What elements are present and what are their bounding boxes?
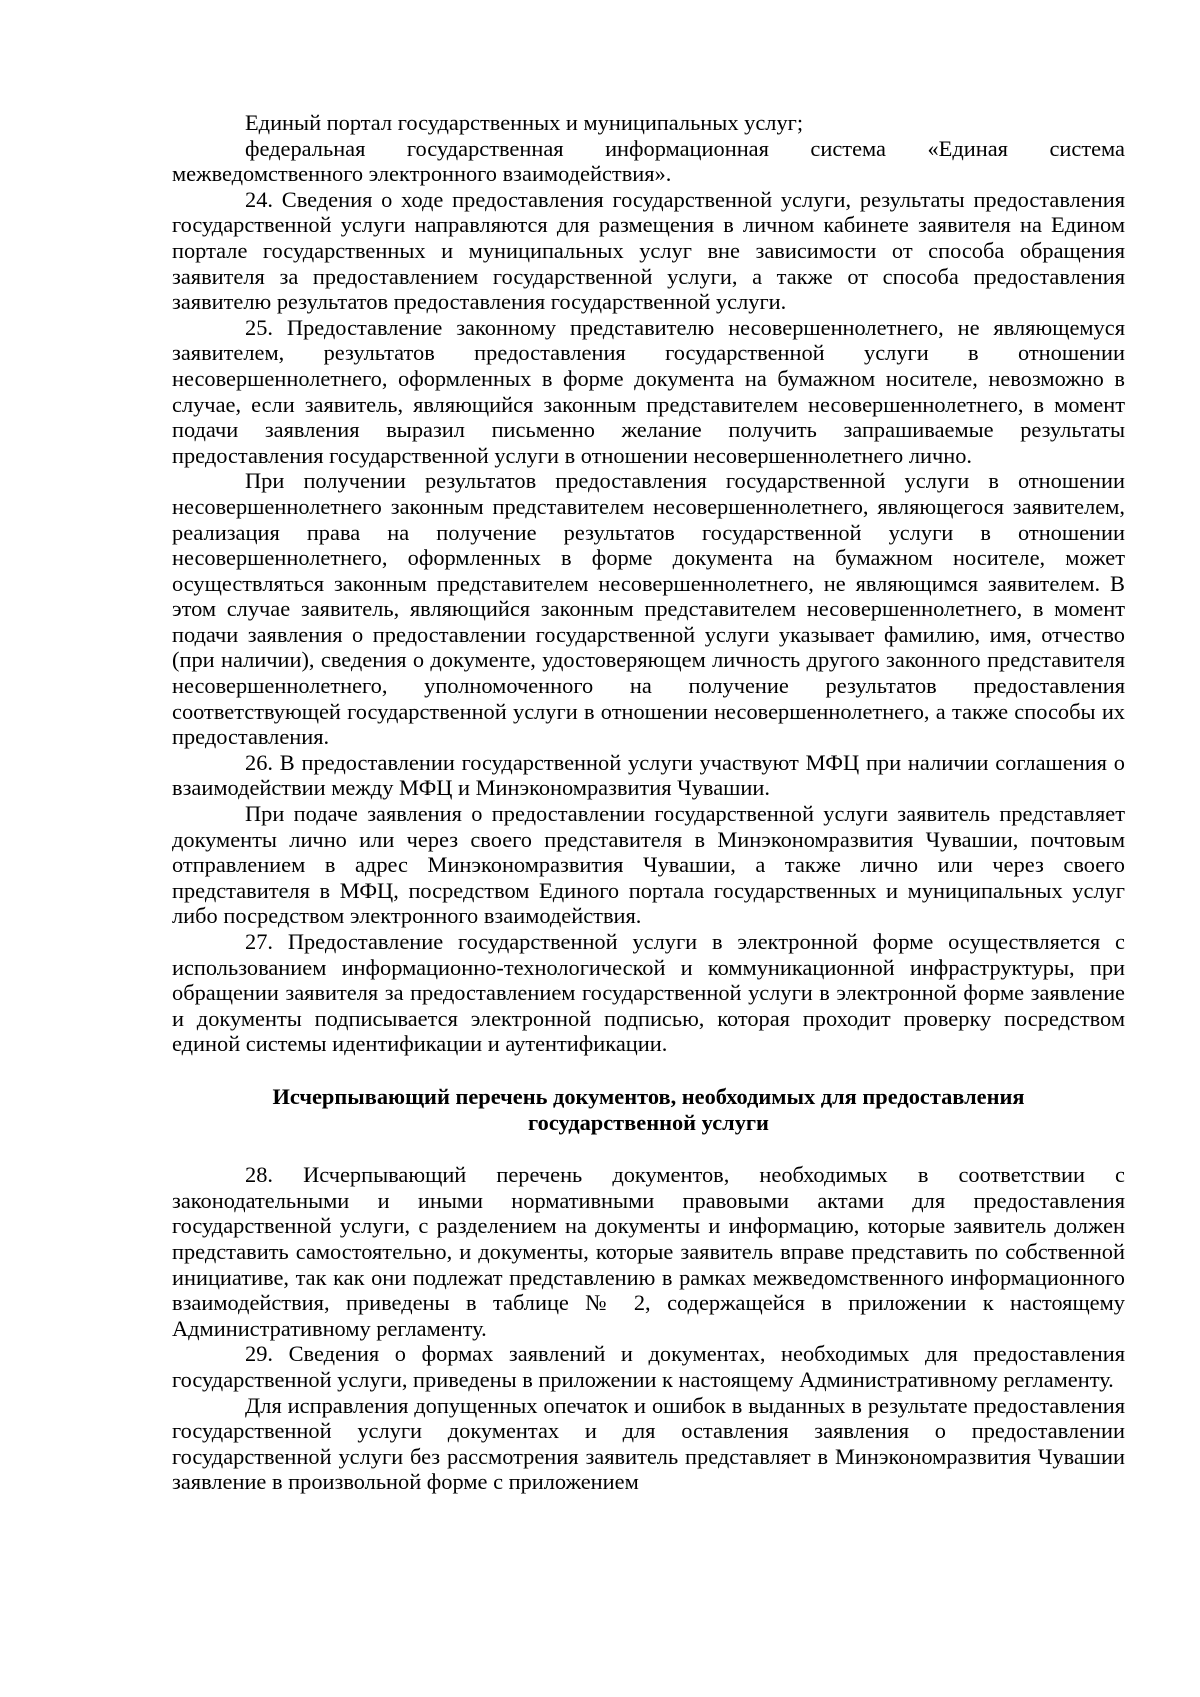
paragraph-24: 24. Сведения о ходе предоставления государственной услуги, результаты предоставления государственной услуги направляются для размещения в личном кабинете заявителя на Едином портале государственных и муниципальных услуг вне зависимости от способа обращения заявителя за предоставлением государственной услуги, а также от способа предоставления заявителю результатов предоставления государственной услуги. <box>172 186 1125 315</box>
paragraph-26: 26. В предоставлении государственной услуги участвуют МФЦ при наличии соглашения о взаимодействии между МФЦ и Минэкономразвития Чувашии. <box>172 749 1125 801</box>
paragraph-26-continued: При подаче заявления о предоставлении государственной услуги заявитель представляет документы лично или через своего представителя в Минэкономразвития Чувашии, почтовым отправлением в адрес Минэкономразвития Чувашии, а также лично или через своего представителя в МФЦ, посредством Единого портала государственных и муниципальных услуг либо посредством электронного взаимодействия. <box>172 801 1125 929</box>
paragraph-29: 29. Сведения о формах заявлений и документах, необходимых для предоставления государственной услуги, приведены в приложении к настоящему Административному регламенту. <box>172 1341 1125 1392</box>
section-heading-line-1: Исчерпывающий перечень документов, необходимых для предоставления <box>272 1083 1025 1109</box>
paragraph-29-continued: Для исправления допущенных опечаток и ошибок в выданных в результате предоставления государственной услуги документах и для оставления заявления о предоставлении государственной услуги без рассмотрения заявитель представляет в Минэкономразвития Чувашии заявление в произвольной форме с приложением <box>172 1392 1125 1495</box>
paragraph-portal: Единый портал государственных и муниципальных услуг; <box>245 110 804 135</box>
section-heading-line-2: государственной услуги <box>528 1109 769 1135</box>
document-page <box>172 110 1125 1495</box>
section-heading <box>172 1084 1125 1135</box>
paragraph-25-continued: При получении результатов предоставления государственной услуги в отношении несовершеннолетнего законным представителем несовершеннолетнего, являющегося заявителем, реализация права на получение результатов государственной услуги в отношении несовершеннолетнего, оформленных в форме документа на бумажном носителе, может осуществляться законным представителем несовершеннолетнего, не являющимся заявителем. В этом случае заявитель, являющийся законным представителем несовершеннолетнего, в момент подачи заявления о предоставлении государственной услуги указывает фамилию, имя, отчество (при наличии), сведения о документе, удостоверяющем личность другого законного представителя несовершеннолетнего, уполномоченного на получение результатов предоставления соответствующей государственной услуги в отношении несовершеннолетнего, а также способы их предоставления. <box>172 468 1125 750</box>
paragraph-smev: федеральная государственная информационная система «Единая система межведомственного электронного взаимодействия». <box>172 135 1125 187</box>
paragraph-27: 27. Предоставление государственной услуги в электронной форме осуществляется с использованием информационно-технологической и коммуникационной инфраструктуры, при обращении заявителя за предоставлением государственной услуги в электронной форме заявление и документы подписывается электронной подписью, которая проходит проверку посредством единой системы идентификации и аутентификации. <box>172 929 1125 1057</box>
paragraph-28: 28. Исчерпывающий перечень документов, необходимых в соответствии с законодательными и иными нормативными правовыми актами для предоставления государственной услуги, с разделением на документы и информацию, которые заявитель должен представить самостоятельно, и документы, которые заявитель вправе представить по собственной инициативе, так как они подлежат представлению в рамках межведомственного информационного взаимодействия, приведены в таблице № 2, содержащейся в приложении к настоящему Административному регламенту. <box>172 1162 1125 1341</box>
paragraph-25: 25. Предоставление законному представителю несовершеннолетнего, не являющемуся заявителем, результатов предоставления государственной услуги в отношении несовершеннолетнего, оформленных в форме документа на бумажном носителе, невозможно в случае, если заявитель, являющийся законным представителем несовершеннолетнего, в момент подачи заявления выразил письменно желание получить запрашиваемые результаты предоставления государственной услуги в отношении несовершеннолетнего лично. <box>172 314 1125 468</box>
